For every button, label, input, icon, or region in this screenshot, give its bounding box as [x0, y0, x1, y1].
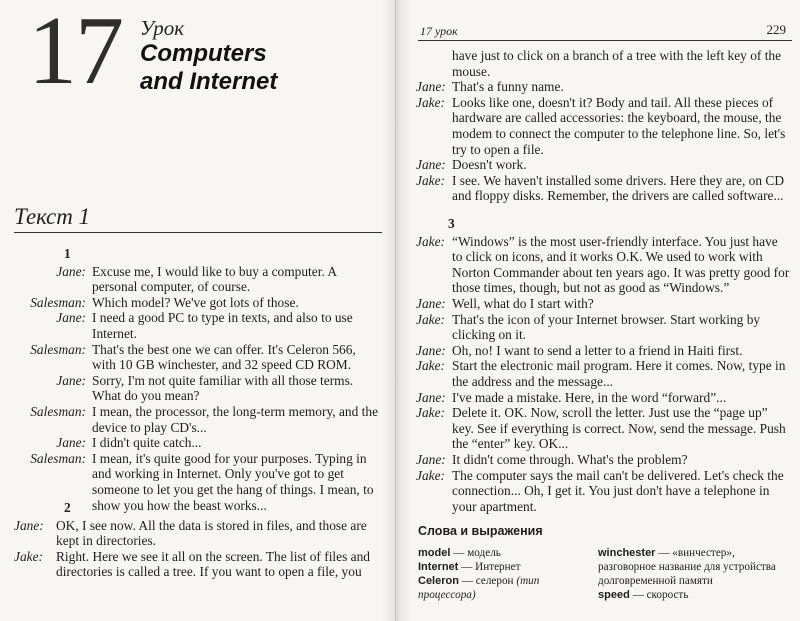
dialogue-line — [14, 404, 382, 435]
speaker: Jane: — [56, 310, 86, 326]
speech: I didn't quite catch... — [92, 435, 202, 451]
speech: Excuse me, I would like to buy a computer. A personal computer, of course. — [92, 263, 337, 295]
speaker: Jake: — [416, 311, 445, 327]
speaker: Jane: — [56, 263, 86, 279]
dialogue-section-1 — [14, 246, 382, 513]
speaker: Jane: — [14, 517, 44, 533]
speech: Looks like one, doesn't it? Body and tail. All these pieces of hardware are called accessories: the keyboard, the mouse, the modem to connect the computer to the telephone line. So, let's try to open a file. — [452, 94, 786, 157]
vocab-definition: — селерон — [458, 575, 517, 587]
speaker: Jane: — [416, 79, 446, 95]
speech: Doesn't work. — [452, 157, 527, 173]
vocab-term: Celeron — [418, 575, 459, 587]
speaker: Salesman: — [30, 403, 86, 419]
running-head-title: 17 урок — [420, 24, 458, 38]
dialogue-line — [416, 358, 790, 389]
section-number: 1 — [64, 246, 71, 261]
speaker: Jake: — [416, 94, 445, 110]
heading-rule — [14, 232, 382, 233]
section-number: 3 — [448, 216, 455, 231]
speech: It didn't come through. What's the problem? — [452, 451, 688, 467]
speech: That's the best one we can offer. It's Celeron 566, with 10 GB winchester, and 32 speed CD ROM. — [92, 341, 356, 373]
speech: Sorry, I'm not quite familiar with all those terms. What do you mean? — [92, 372, 354, 404]
running-head — [420, 24, 790, 39]
lesson-number: 17 — [28, 0, 122, 105]
speaker: Jake: — [416, 233, 445, 249]
speaker: Salesman: — [30, 341, 86, 357]
dialogue-line — [416, 95, 790, 157]
speech: I need a good PC to type in texts, and also to use Internet. — [92, 310, 353, 341]
page-number: 229 — [766, 22, 786, 37]
speech: Start the electronic mail program. Here it comes. Now, type in the address and the message... — [452, 358, 786, 389]
speech: Right. Here we see it all on the screen. The list of files and directories is called a tree. If you want to open a file, you — [56, 548, 370, 580]
running-head-rule — [418, 40, 792, 41]
speech: The computer says the mail can't be delivered. Let's check the connection... Oh, I get it. You just don't have a telephone in your apartment. — [452, 467, 784, 514]
vocab-entry — [418, 560, 594, 574]
dialogue-line — [416, 157, 790, 173]
vocab-entry — [598, 546, 792, 588]
speech: Delete it. OK. Now, scroll the letter. Just use the “page up” key. See if everything is correct. Now, send the message. Push the “enter” key. OK... — [452, 405, 786, 452]
lesson-title — [140, 40, 380, 96]
vocab-column-1 — [418, 546, 594, 602]
speech: That's a funny name. — [452, 79, 564, 95]
speaker: Jane: — [56, 435, 86, 451]
section-number: 2 — [64, 500, 71, 515]
speech: Well, what do I start with? — [452, 295, 594, 311]
vocab-definition: — Интернет — [458, 561, 521, 573]
lesson-title-line-2: and Internet — [140, 68, 278, 95]
dialogue-line — [14, 264, 382, 295]
speaker: Jane: — [416, 157, 446, 173]
speech: Which model? We've got lots of those. — [92, 294, 299, 310]
vocab-heading: Слова и выражения — [418, 524, 543, 538]
vocab-term: speed — [598, 589, 630, 601]
dialogue-line — [416, 312, 790, 343]
vocab-entry — [598, 588, 792, 602]
dialogue-line — [416, 343, 790, 359]
vocab-term: model — [418, 547, 451, 559]
dialogue-line — [416, 390, 790, 406]
dialogue-line — [416, 405, 790, 452]
vocab-definition: — скорость — [629, 589, 689, 601]
lesson-word: Урок — [140, 16, 185, 40]
dialogue-line — [416, 79, 790, 95]
speech: I mean, the processor, the long-term memory, and the device to play CD's... — [92, 403, 379, 435]
speaker: Jane: — [416, 389, 446, 405]
dialogue-line — [416, 468, 790, 515]
speech: “Windows” is the most user-friendly interface. You just have to click on icons, and it works O.K. We used to work with Norton Commander about ten years ago. It was pretty good for those times, though, but not as good as “Windows.” — [452, 233, 790, 296]
speech: I mean, it's quite good for your purposes. Typing in and working in Internet. Only you've got to get someone to let you get the hang of things. I mean, to show you how the beast works... — [92, 450, 374, 513]
speech: That's the icon of your Internet browser. Start working by clicking on it. — [452, 311, 761, 343]
continued-speech: have just to click on a branch of a tree with the left key of the mouse. — [452, 48, 782, 79]
speaker: Salesman: — [30, 294, 86, 310]
vocab-note: (тип процессора) — [418, 575, 540, 601]
dialogue-line — [416, 234, 790, 296]
vocab-column-2 — [598, 546, 792, 602]
vocab-term: winchester — [598, 547, 656, 559]
speaker: Jane: — [416, 342, 446, 358]
lesson-title-line-1: Computers — [140, 40, 267, 67]
vocab-term: Internet — [418, 561, 459, 573]
dialogue-line — [14, 310, 382, 341]
right-page — [396, 0, 800, 621]
speaker: Salesman: — [30, 450, 86, 466]
dialogue-line — [14, 435, 382, 451]
speaker: Jake: — [416, 172, 445, 188]
speech: I see. We haven't installed some drivers. Here they are, on CD and floppy disks. Remember, the drivers are called software... — [452, 172, 785, 204]
speaker: Jane: — [416, 451, 446, 467]
vocab-entry — [418, 546, 594, 560]
dialogue-line — [14, 373, 382, 404]
dialogue-line — [416, 452, 790, 468]
vocab-definition: — модель — [450, 547, 501, 559]
dialogue-section-2 — [14, 500, 382, 580]
dialogue-line — [14, 549, 382, 580]
dialogue-line — [416, 296, 790, 312]
speaker: Jane: — [416, 295, 446, 311]
vocab-definition: — «винчестер», разговорное название для устройства долговременной памяти — [598, 547, 776, 587]
dialogue-continuation — [416, 48, 790, 204]
speaker: Jake: — [416, 358, 445, 374]
speech: I've made a mistake. Here, in the word “forward”... — [452, 389, 727, 405]
speaker: Jane: — [56, 372, 86, 388]
dialogue-section-3 — [416, 216, 790, 514]
text-heading: Текст 1 — [14, 204, 91, 229]
speech: OK, I see now. All the data is stored in files, and those are kept in directories. — [56, 517, 367, 549]
dialogue-line — [416, 173, 790, 204]
dialogue-line — [14, 518, 382, 549]
dialogue-line — [14, 295, 382, 311]
left-page — [0, 0, 396, 621]
speaker: Jake: — [416, 467, 445, 483]
vocab-entry — [418, 574, 594, 602]
speech: Oh, no! I want to send a letter to a friend in Haiti first. — [452, 342, 743, 358]
dialogue-line — [14, 342, 382, 373]
speaker: Jake: — [14, 548, 43, 564]
speaker: Jake: — [416, 405, 445, 421]
